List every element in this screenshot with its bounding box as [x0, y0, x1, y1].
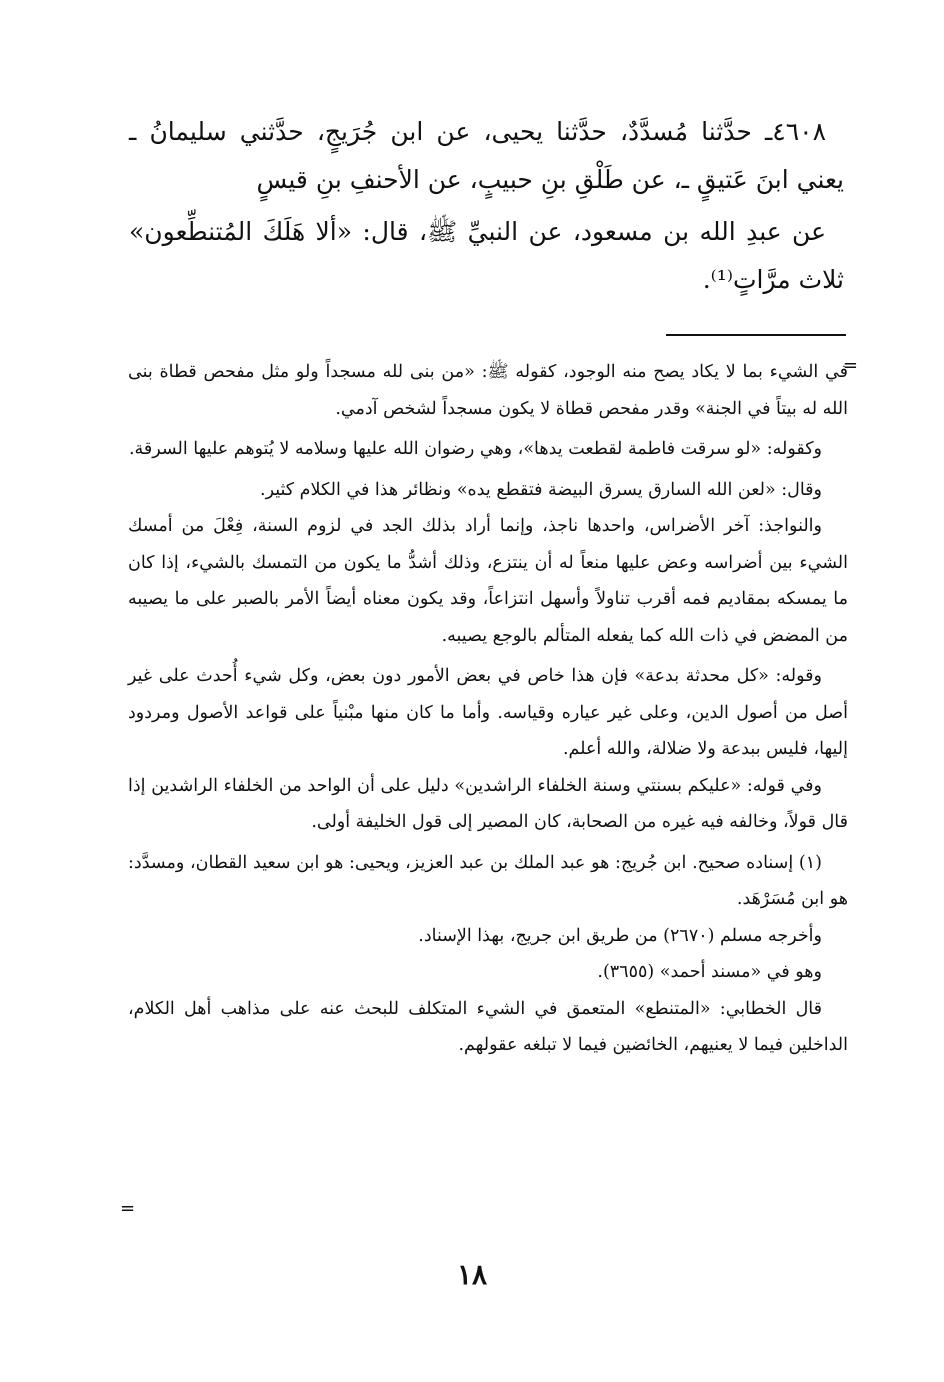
footnote-paragraph: وفي قوله: «عليكم بسنتي وسنة الخلفاء الراشدين» دليل على أن الواحد من الخلفاء الراشدين إذا قال قولاً، وخالفه فيه غيره من الصحابة، كان المصير إلى قول الخليفة أولى.: [128, 775, 848, 832]
footnote-separator: [666, 334, 846, 336]
hadith-chain: ٤٦٠٨ـ حدَّثنا مُسدَّدٌ، حدَّثنا يحيى، عن ابن جُرَيجٍ، حدَّثني سليمانُ ـ يعني ابنَ عَتيقٍ ـ، عن طَلْقِ بنِ حبيبٍ، عن الأحنفِ بنِ قيسٍ: [129, 117, 844, 194]
footnote-paragraph: وقال: «لعن الله السارق يسرق البيضة فتقطع يده» ونظائر هذا في الكلام كثير.: [260, 479, 822, 500]
footnote-paragraph: وكقوله: «لو سرقت فاطمة لقطعت يدها»، وهي رضوان الله عليها وسلامه لا يُتوهم عليها السرقة.: [128, 439, 822, 459]
hadith-body: عن عبدِ الله بن مسعود، عن النبيِّ ﷺ، قال: «ألا هَلَكَ المُتنطِّعون» ثلاث مرَّاتٍ⁽¹⁾.: [129, 217, 844, 294]
hadith-main-text: [129, 108, 844, 304]
page-number: ١٨: [456, 1258, 488, 1291]
footnotes-section: [128, 354, 848, 1064]
continuation-mark-bottom: =: [120, 1198, 136, 1219]
footnote-paragraph: في الشيء بما لا يكاد يصح منه الوجود، كقوله ﷺ: «من بنى لله مسجداً ولو مثل مفحص قطاة بنى الله له بيتاً في الجنة» وقدر مفحص قطاة لا يكون مسجداً لشخص آدمي.: [128, 362, 848, 419]
footnote-1-khattabi: قال الخطابي: «المتنطع» المتعمق في الشيء المتكلف للبحث عنه على مذاهب أهل الكلام، الداخلين فيما لا يعنيهم، الخائضين فيما لا تبلغه عقولهم.: [128, 998, 848, 1055]
footnote-1-source: (١) إسناده صحيح. ابن جُريج: هو عبد الملك بن عبد العزيز، ويحيى: هو ابن سعيد القطان، ومسدَّد: هو ابن مُسَرْهَد.: [128, 852, 848, 909]
footnote-1-musnad: وهو في «مسند أحمد» (٣٦٥٥).: [597, 962, 822, 982]
footnote-paragraph: وقوله: «كل محدثة بدعة» فإن هذا خاص في بعض الأمور دون بعض، وكل شيء أُحدث على غير أصل من أصول الدين، وعلى غير عياره وقياسه. وأما ما كان منها مبْنياً على قواعد الأصول ومردود إليها، فليس ببدعة ولا ضلالة، والله أعلم.: [128, 666, 848, 759]
footnote-1-takhrij: وأخرجه مسلم (٢٦٧٠) من طريق ابن جريج، بهذا الإسناد.: [418, 925, 822, 946]
footnote-paragraph: والنواجذ: آخر الأضراس، واحدها ناجذ، وإنما أراد بذلك الجد في لزوم السنة، فِعْلَ من أمسك الشيء بين أضراسه وعض عليها منعاً له أن ينتزع، وذلك أشدُّ ما يكون من التمسك بالشيء، إذا كان ما يمسكه بمقاديم فمه أقرب تناولاً وأسهل انتزاعاً، وقد يكون معناه أيضاً الأمر بالصبر على ما يصيبه من المضض في ذات الله كما يفعله المتألم بالوجع يصيبه.: [128, 516, 848, 646]
continuation-mark-top: =: [842, 355, 858, 376]
